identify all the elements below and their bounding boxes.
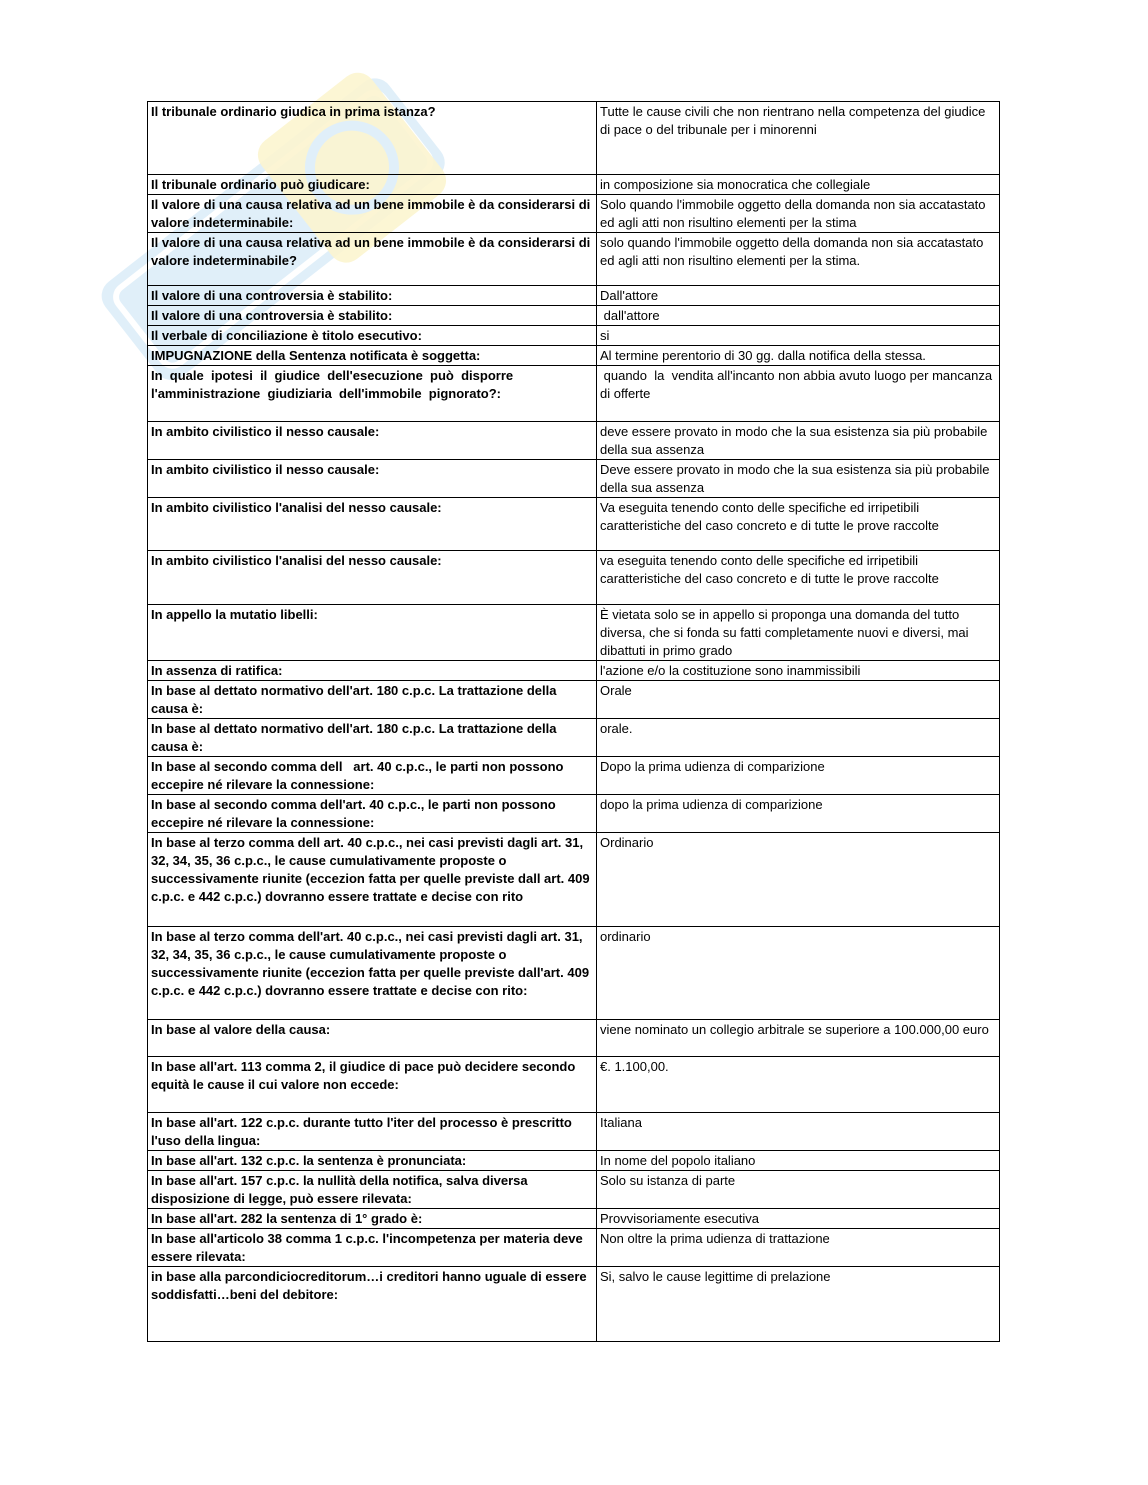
- table-row: [148, 306, 1000, 326]
- question-cell: Il valore di una causa relativa ad un bene immobile è da considerarsi di valore indeterminabile:: [148, 195, 597, 233]
- table-row: [148, 326, 1000, 346]
- answer-cell: l'azione e/o la costituzione sono inammissibili: [597, 661, 1000, 681]
- question-cell: Il valore di una controversia è stabilito:: [148, 306, 597, 326]
- table-row: [148, 102, 1000, 175]
- table-row: [148, 1209, 1000, 1229]
- question-cell: In base al secondo comma dell'art. 40 c.p.c., le parti non possono eccepire né rilevare la connessione:: [148, 795, 597, 833]
- table-row: [148, 757, 1000, 795]
- question-cell: Il valore di una controversia è stabilito:: [148, 286, 597, 306]
- question-cell: In ambito civilistico l'analisi del nesso causale:: [148, 551, 597, 605]
- answer-cell: Si, salvo le cause legittime di prelazione: [597, 1267, 1000, 1342]
- answer-cell: Tutte le cause civili che non rientrano nella competenza del giudice di pace o del tribunale per i minorenni: [597, 102, 1000, 175]
- answer-cell: va eseguita tenendo conto delle specifiche ed irripetibili caratteristiche del caso concreto e di tutte le prove raccolte: [597, 551, 1000, 605]
- answer-cell: viene nominato un collegio arbitrale se superiore a 100.000,00 euro: [597, 1020, 1000, 1057]
- question-cell: Il tribunale ordinario può giudicare:: [148, 175, 597, 195]
- answer-cell: Orale: [597, 681, 1000, 719]
- table-row: [148, 605, 1000, 661]
- table-row: [148, 498, 1000, 551]
- answer-cell: Solo su istanza di parte: [597, 1171, 1000, 1209]
- answer-cell: orale.: [597, 719, 1000, 757]
- question-cell: In assenza di ratifica:: [148, 661, 597, 681]
- question-cell: Il verbale di conciliazione è titolo esecutivo:: [148, 326, 597, 346]
- question-cell: In base al secondo comma dell art. 40 c.p.c., le parti non possono eccepire né rilevare la connessione:: [148, 757, 597, 795]
- question-cell: In base all'articolo 38 comma 1 c.p.c. l'incompetenza per materia deve essere rilevata:: [148, 1229, 597, 1267]
- answer-cell: Non oltre la prima udienza di trattazione: [597, 1229, 1000, 1267]
- question-cell: In base al terzo comma dell art. 40 c.p.c., nei casi previsti dagli art. 31, 32, 34, 35, 36 c.p.c., le cause cumulativamente proposte o successivamente riunite (eccezion fatta per quelle previste dall art. 409 c.p.c. e 442 c.p.c.) dovranno essere trattate e decise con rito: [148, 833, 597, 927]
- table-row: [148, 346, 1000, 366]
- question-cell: In base al valore della causa:: [148, 1020, 597, 1057]
- answer-cell: in composizione sia monocratica che collegiale: [597, 175, 1000, 195]
- table-row: [148, 795, 1000, 833]
- table-row: [148, 927, 1000, 1020]
- table-row: [148, 551, 1000, 605]
- table-row: [148, 681, 1000, 719]
- answer-cell: Provvisoriamente esecutiva: [597, 1209, 1000, 1229]
- question-cell: in base alla parcondiciocreditorum…i creditori hanno uguale di essere soddisfatti…beni del debitore:: [148, 1267, 597, 1342]
- question-cell: In ambito civilistico il nesso causale:: [148, 460, 597, 498]
- table-row: [148, 1267, 1000, 1342]
- answer-cell: Solo quando l'immobile oggetto della domanda non sia accatastato ed agli atti non risultino elementi per la stima: [597, 195, 1000, 233]
- question-cell: IMPUGNAZIONE della Sentenza notificata è soggetta:: [148, 346, 597, 366]
- question-cell: In base all'art. 132 c.p.c. la sentenza è pronunciata:: [148, 1151, 597, 1171]
- table-row: [148, 1151, 1000, 1171]
- table-row: [148, 195, 1000, 233]
- table-row: [148, 1020, 1000, 1057]
- question-cell: In base all'art. 157 c.p.c. la nullità della notifica, salva diversa disposizione di legge, può essere rilevata:: [148, 1171, 597, 1209]
- table-row: [148, 286, 1000, 306]
- table-row: [148, 1113, 1000, 1151]
- answer-cell: si: [597, 326, 1000, 346]
- answer-cell: Dopo la prima udienza di comparizione: [597, 757, 1000, 795]
- table-row: [148, 233, 1000, 286]
- table-row: [148, 175, 1000, 195]
- question-cell: In base al dettato normativo dell'art. 180 c.p.c. La trattazione della causa è:: [148, 719, 597, 757]
- question-cell: In quale ipotesi il giudice dell'esecuzione può disporre l'amministrazione giudiziaria dell'immobile pignorato?:: [148, 366, 597, 422]
- question-cell: Il tribunale ordinario giudica in prima istanza?: [148, 102, 597, 175]
- question-cell: Il valore di una causa relativa ad un bene immobile è da considerarsi di valore indeterminabile?: [148, 233, 597, 286]
- answer-cell: Ordinario: [597, 833, 1000, 927]
- answer-cell: Al termine perentorio di 30 gg. dalla notifica della stessa.: [597, 346, 1000, 366]
- question-cell: In ambito civilistico il nesso causale:: [148, 422, 597, 460]
- answer-cell: solo quando l'immobile oggetto della domanda non sia accatastato ed agli atti non risultino elementi per la stima.: [597, 233, 1000, 286]
- answer-cell: dall'attore: [597, 306, 1000, 326]
- answer-cell: È vietata solo se in appello si proponga una domanda del tutto diversa, che si fonda su fatti completamente nuovi e diversi, mai dibattuti in primo grado: [597, 605, 1000, 661]
- table-row: [148, 1057, 1000, 1113]
- answer-cell: Dall'attore: [597, 286, 1000, 306]
- answer-cell: €. 1.100,00.: [597, 1057, 1000, 1113]
- table-row: [148, 661, 1000, 681]
- answer-cell: quando la vendita all'incanto non abbia avuto luogo per mancanza di offerte: [597, 366, 1000, 422]
- answer-cell: ordinario: [597, 927, 1000, 1020]
- answer-cell: Va eseguita tenendo conto delle specifiche ed irripetibili caratteristiche del caso concreto e di tutte le prove raccolte: [597, 498, 1000, 551]
- table-row: [148, 460, 1000, 498]
- table-row: [148, 833, 1000, 927]
- answer-cell: Deve essere provato in modo che la sua esistenza sia più probabile della sua assenza: [597, 460, 1000, 498]
- question-cell: In base all'art. 113 comma 2, il giudice di pace può decidere secondo equità le cause il cui valore non eccede:: [148, 1057, 597, 1113]
- question-cell: In base al dettato normativo dell'art. 180 c.p.c. La trattazione della causa è:: [148, 681, 597, 719]
- question-cell: In ambito civilistico l'analisi del nesso causale:: [148, 498, 597, 551]
- table-row: [148, 719, 1000, 757]
- table-row: [148, 1229, 1000, 1267]
- answer-cell: Italiana: [597, 1113, 1000, 1151]
- question-cell: In appello la mutatio libelli:: [148, 605, 597, 661]
- table-row: [148, 1171, 1000, 1209]
- answer-cell: deve essere provato in modo che la sua esistenza sia più probabile della sua assenza: [597, 422, 1000, 460]
- question-cell: In base all'art. 122 c.p.c. durante tutto l'iter del processo è prescritto l'uso della lingua:: [148, 1113, 597, 1151]
- answer-cell: dopo la prima udienza di comparizione: [597, 795, 1000, 833]
- table-row: [148, 422, 1000, 460]
- question-cell: In base al terzo comma dell'art. 40 c.p.c., nei casi previsti dagli art. 31, 32, 34, 35, 36 c.p.c., le cause cumulativamente proposte o successivamente riunite (eccezion fatta per quelle previste dall'art. 409 c.p.c. e 442 c.p.c.) dovranno essere trattate e decise con rito:: [148, 927, 597, 1020]
- answer-cell: In nome del popolo italiano: [597, 1151, 1000, 1171]
- qa-table: [147, 101, 1000, 1342]
- table-row: [148, 366, 1000, 422]
- question-cell: In base all'art. 282 la sentenza di 1° grado è:: [148, 1209, 597, 1229]
